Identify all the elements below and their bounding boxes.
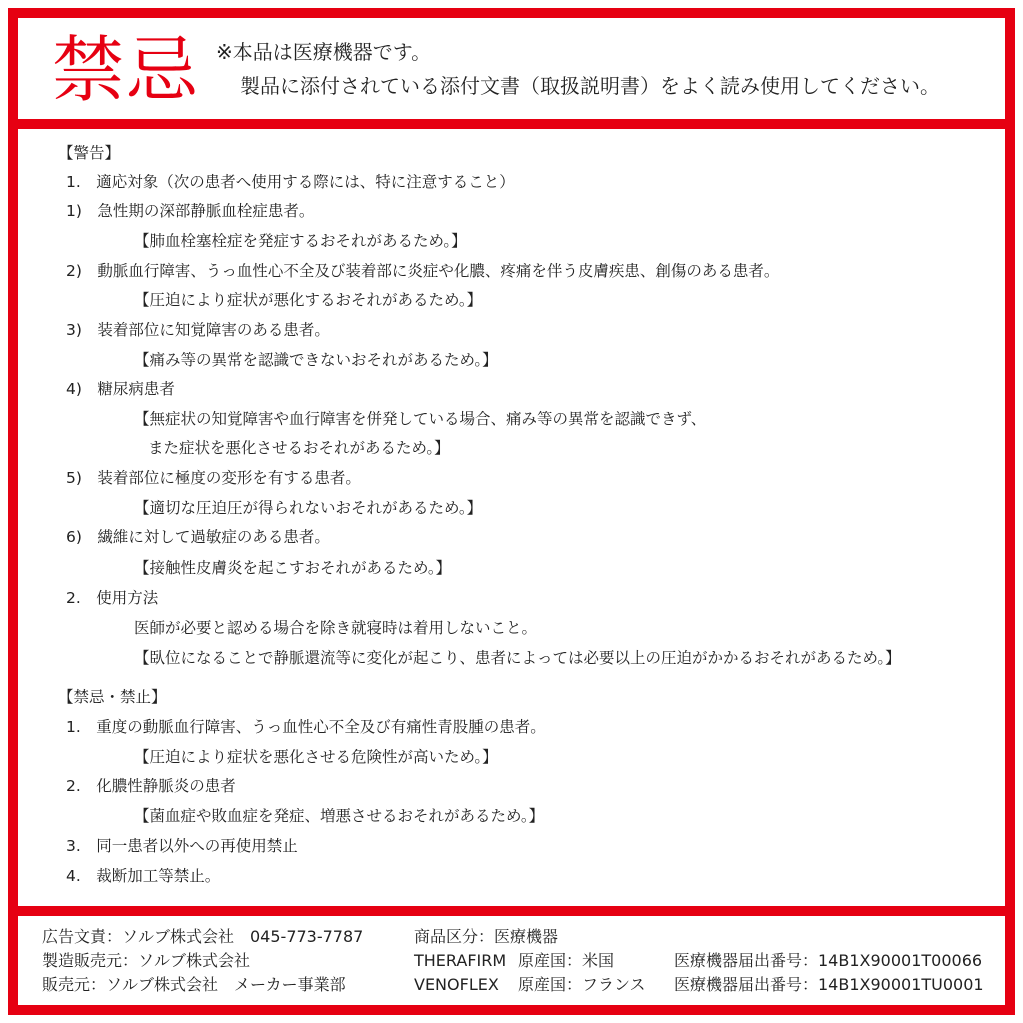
- warning-line: 【痛み等の異常を認識できないおそれがあるため。】: [134, 351, 498, 369]
- notice-line-1: ※本品は医療機器です。: [216, 40, 432, 64]
- warning-line: 【接触性皮膚炎を起こすおそれがあるため。】: [134, 559, 452, 577]
- prohibition-line: 1. 重度の動脈血行障害、うっ血性心不全及び有痛性青股腫の患者。: [66, 718, 546, 736]
- warning-line: 1) 急性期の深部静脈血栓症患者。: [66, 202, 315, 220]
- product-registration: 医療機器届出番号：14B1X90001TU0001: [674, 975, 984, 994]
- warning-line: 医師が必要と認める場合を除き就寝時は着用しないこと。: [134, 619, 538, 637]
- warning-line: 6) 繊維に対して過敏症のある患者。: [66, 528, 330, 546]
- warning-line: 2. 使用方法: [66, 589, 159, 607]
- notice-line-2: 製品に添付されている添付文書（取扱説明書）をよく読み使用してください。: [240, 74, 940, 98]
- warning-line: また症状を悪化させるおそれがあるため。】: [148, 439, 450, 457]
- footer-manufacturer: 製造販売元：ソルブ株式会社: [42, 951, 251, 970]
- warning-line: 【臥位になることで静脈還流等に変化が起こり、患者によっては必要以上の圧迫がかかるおそれがあるため。】: [134, 649, 901, 667]
- warning-line: 【無症状の知覚障害や血行障害を併発している場合、痛み等の異常を認識できず、: [134, 410, 707, 428]
- product-name: VENOFLEX: [414, 975, 499, 994]
- prohibition-line: 【菌血症や敗血症を発症、増悪させるおそれがあるため。】: [134, 807, 545, 825]
- footer-category: 商品区分：医療機器: [414, 927, 559, 946]
- prohibition-line: 2. 化膿性静脈炎の患者: [66, 777, 236, 795]
- footer-divider: [8, 906, 1015, 916]
- product-origin: 原産国：フランス: [518, 975, 646, 994]
- warning-line: 1. 適応対象（次の患者へ使用する際には、特に注意すること）: [66, 173, 515, 191]
- warning-line: 3) 装着部位に知覚障害のある患者。: [66, 321, 330, 339]
- warning-line: 4) 糖尿病患者: [66, 380, 175, 398]
- page-title: 禁忌: [52, 28, 201, 112]
- prohibition-line: 3. 同一患者以外への再使用禁止: [66, 837, 298, 855]
- product-origin: 原産国：米国: [518, 951, 615, 970]
- prohibition-heading: 【禁忌・禁止】: [58, 688, 167, 706]
- warning-line: 【適切な圧迫圧が得られないおそれがあるため。】: [134, 499, 483, 517]
- footer-advertiser: 広告文責：ソルブ株式会社 045-773-7787: [42, 927, 364, 946]
- prohibition-line: 4. 裁断加工等禁止。: [66, 867, 221, 885]
- warning-line: 2) 動脈血行障害、うっ血性心不全及び装着部に炎症や化膿、疼痛を伴う皮膚疾患、創傷のある患者。: [66, 262, 780, 280]
- prohibition-line: 【圧迫により症状を悪化させる危険性が高いため。】: [134, 748, 498, 766]
- warning-line: 【圧迫により症状が悪化するおそれがあるため。】: [134, 291, 483, 309]
- warning-line: 【肺血栓塞栓症を発症するおそれがあるため。】: [134, 232, 467, 250]
- footer-distributor: 販売元：ソルブ株式会社 メーカー事業部: [42, 975, 346, 994]
- product-registration: 医療機器届出番号：14B1X90001T00066: [674, 951, 983, 970]
- warning-heading: 【警告】: [58, 144, 121, 162]
- product-name: THERAFIRM: [414, 951, 507, 970]
- warning-line: 5) 装着部位に極度の変形を有する患者。: [66, 469, 361, 487]
